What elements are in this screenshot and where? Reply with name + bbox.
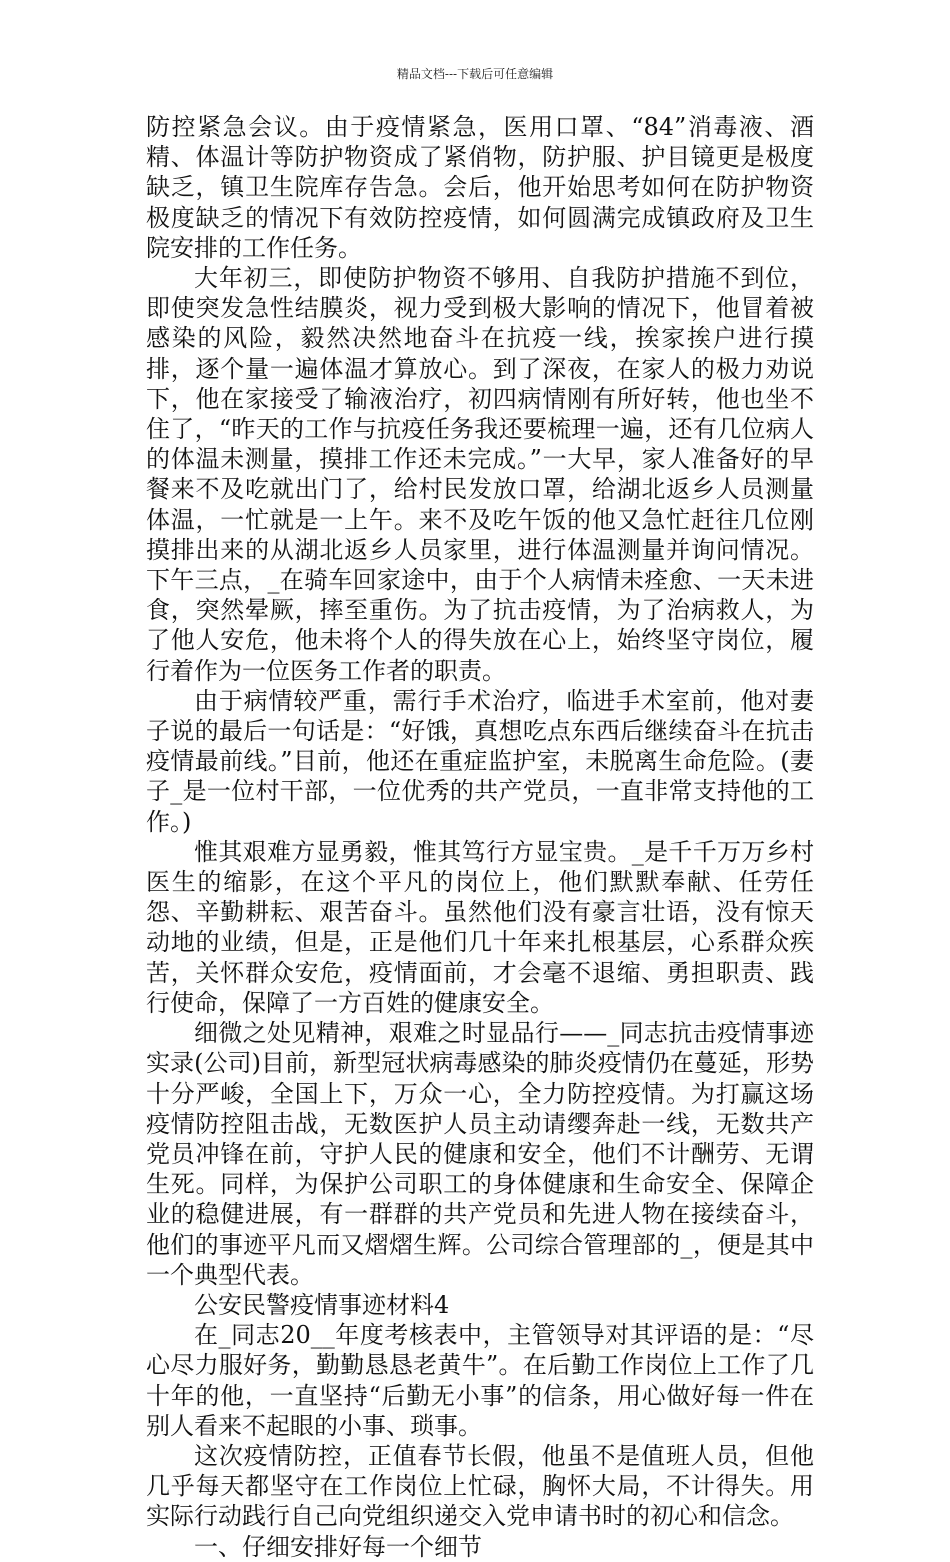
paragraph: 由于病情较严重，需行手术治疗，临进手术室前，他对妻子说的最后一句话是：“好饿，真想吃点东西后继续奋斗在抗击疫情最前线。”目前，他还在重症监护室，未脱离生命危险。(妻子_是一位村干部，一位优秀的共产党员，一直非常支持他的工作。) [146, 686, 814, 836]
paragraph: 防控紧急会议。由于疫情紧急，医用口罩、“84”消毒液、酒精、体温计等防护物资成了紧俏物，防护服、护目镜更是极度缺乏，镇卫生院库存告急。会后，他开始思考如何在防护物资极度缺乏的情况下有效防控疫情，如何圆满完成镇政府及卫生院安排的工作任务。 [146, 113, 814, 262]
paragraph: 细微之处见精神，艰难之时显品行——_同志抗击疫情事迹实录(公司)目前，新型冠状病毒感染的肺炎疫情仍在蔓延，形势十分严峻，全国上下，万众一心，全力防控疫情。为打赢这场疫情防控阻击战，无数医护人员主动请缨奔赴一线，无数共产党员冲锋在前，守护人民的健康和安全，他们不计酬劳、无谓生死。同样，为保护公司职工的身体健康和生命安全、保障企业的稳健进展，有一群群的共产党员和先进人物在接续奋斗，他们的事迹平凡而又熠熠生辉。公司综合管理部的_，便是其中一个典型代表。 [146, 1019, 814, 1289]
page-header: 精品文档---下载后可任意编辑 [396, 67, 554, 81]
document-body [146, 112, 814, 1562]
paragraph: 大年初三，即使防护物资不够用、自我防护措施不到位，即使突发急性结膜炎，视力受到极大影响的情况下，他冒着被感染的风险，毅然决然地奋斗在抗疫一线，挨家挨户进行摸排，逐个量一遍体温才算放心。到了深夜，在家人的极力劝说下，他在家接受了输液治疗，初四病情刚有所好转，他也坐不住了，“昨天的工作与抗疫任务我还要梳理一遍，还有几位病人的体温未测量，摸排工作还未完成。”一大早，家人准备好的早餐来不及吃就出门了，给村民发放口罩，给湖北返乡人员测量体温，一忙就是一上午。来不及吃午饭的他又急忙赶往几位刚摸排出来的从湖北返乡人员家里，进行体温测量并询问情况。下午三点，_在骑车回家途中，由于个人病情未痊愈、一天未进食，突然晕厥，摔至重伤。为了抗击疫情，为了治病救人，为了他人安危，他未将个人的得失放在心上，始终坚守岗位，履行着作为一位医务工作者的职责。 [146, 264, 814, 685]
paragraph: 在_同志20__年度考核表中，主管领导对其评语的是：“尽心尽力服好务，勤勤恳恳老黄牛”。在后勤工作岗位上工作了几十年的他，一直坚持“后勤无小事”的信条，用心做好每一件在别人看来不起眼的小事、琐事。 [146, 1321, 814, 1440]
section-heading: 一、仔细安排好每一个细节 [194, 1532, 482, 1561]
section-title: 公安民警疫情事迹材料4 [194, 1290, 450, 1319]
paragraph: 惟其艰难方显勇毅，惟其笃行方显宝贵。_是千千万万乡村医生的缩影，在这个平凡的岗位上，他们默默奉献、任劳任怨、辛勤耕耘、艰苦奋斗。虽然他们没有豪言壮语，没有惊天动地的业绩，但是，正是他们几十年来扎根基层，心系群众疾苦，关怀群众安危，疫情面前，才会毫不退缩、勇担职责、践行使命，保障了一方百姓的健康安全。 [146, 837, 814, 1017]
paragraph: 这次疫情防控，正值春节长假，他虽不是值班人员，但他几乎每天都坚守在工作岗位上忙碌，胸怀大局，不计得失。用实际行动践行自己向党组织递交入党申请书时的初心和信念。 [146, 1441, 814, 1531]
